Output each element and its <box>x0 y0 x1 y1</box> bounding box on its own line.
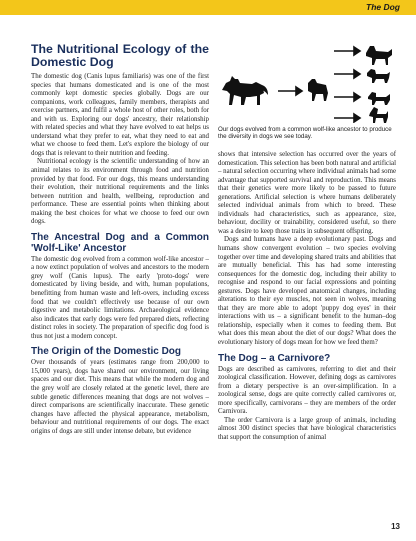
origin-paragraph: Over thousands of years (estimates range from 200,000 to 15,000 years), dogs have shared our environment, our living spaces and our diet. This means that while the modern dog and the grey wolf are closely related at the genetic level, there are subtle genetic differences meaning that dogs are not wolves – direct comparisons are scientifically inaccurate. These genetic changes have affected the physical appearance, metabolism, behaviour and nutritional requirements of our dogs. The exact origins of dogs are still under intense debate, but evidence <box>31 359 209 435</box>
dog-silhouette-icon <box>366 46 392 65</box>
arrow-icon <box>278 87 302 95</box>
figure-caption: Our dogs evolved from a common wolf-like ancestor to produce the diversity in dogs we see today. <box>218 126 392 141</box>
section-heading-ancestral-dog: The Ancestral Dog and a Common 'Wolf-Like' Ancestor <box>31 231 209 254</box>
carnivore-paragraph-2: The order Carnivora is a large group of animals, including almost 300 distinct species that have biological characteristics that support the consumption of animal <box>218 416 396 441</box>
intro-paragraph-1: The domestic dog (Canis lupus familiaris) was one of the first species that humans domesticated and is one of the most commonly kept domestic species globally. Dogs are our companions, work colleagues, family members, therapists and exercise partners, and fulfil a whole host of other roles, both for and with us. Exploring our dogs' ancestry, their relationship with related species and what they have evolved to eat helps us understand what they prefer to eat, what they need to eat and what we choose to feed them. Let's explore the biology of our dogs that is relevant to their nutrition and feeding. <box>31 73 209 157</box>
left-column <box>31 43 209 436</box>
right-column <box>218 151 396 443</box>
section-heading-carnivore: The Dog – a Carnivore? <box>218 352 331 364</box>
section-heading-origin: The Origin of the Domestic Dog <box>31 346 182 358</box>
header-bar <box>0 0 416 15</box>
evolution-figure <box>216 43 398 123</box>
dog-silhouette-icon <box>368 92 390 105</box>
intro-paragraph-2: Nutritional ecology is the scientific understanding of how an animal relates to its environment through food and nutrition provided by that food. For our dogs, this means understanding their evolution, their nutritional requirements and the links between nutrition and health, wellbeing, reproduction and performance. These are essential points when thinking about making the best choices for what we choose to feed our own dogs. <box>31 158 209 226</box>
ancestral-dog-paragraph: The domestic dog evolved from a common wolf-like ancestor – a now extinct population of wolves and ancestors to the modern grey wolf (Canis lupus). The early 'proto-dogs' were domesticated by living beside, and with, human populations, benefitting from human waste and left-overs, including excess food that we couldn't effectively use because of our own digestive and metabolic limitations. Archaeological evidence also indicates that early dogs were fed prepared diets, reflecting distinct roles in society. The preparation of specific dog food is thus not just a modern concept. <box>31 255 209 340</box>
dog-silhouette-icon <box>367 69 390 83</box>
page-number: 13 <box>391 522 400 531</box>
running-head: The Dog <box>366 2 400 12</box>
page-title: The Nutritional Ecology of the Domestic Dog <box>31 42 209 69</box>
right-paragraph-1: shows that intensive selection has occurred over the years of domestication. This selection has been both natural and artificial – natural selection occurring where individual animals had some advantage that supported survival and reproduction. This means that their genetics were more likely to be passed to future generations. Artificial selection is where humans deliberately selected individual animals from which to breed. These individuals had characteristics, such as appearance, size, behaviour, docility or trainability, considered useful, so there was a desire to keep those traits in subsequent offspring. <box>218 151 396 235</box>
right-paragraph-2: Dogs and humans have a deep evolutionary past. Dogs and humans show convergent evolution – two species evolving together over time and developing shared traits and abilities that are mutually beneficial. This has had some interesting consequences for the domestic dog, including their ability to recognise and respond to our facial expressions and pointing gestures. Dogs have developed anatomical changes, including alterations to their eye muscles, not seen in wolves, meaning that they are more able to adopt 'puppy dog eyes' in their interactions with us – a significant benefit to the human–dog relationship, especially when it comes to feeding them. But what does this mean about the diet of our dogs? What does the evolutionary history of dogs mean for how we feed them? <box>218 236 396 347</box>
dog-silhouette-icon <box>308 79 328 101</box>
wolf-silhouette-icon <box>222 76 268 105</box>
evolution-diagram <box>216 43 398 123</box>
dog-silhouette-icon <box>369 107 388 123</box>
carnivore-paragraph-1: Dogs are described as carnivores, referring to diet and their zoological classification. However, defining dogs as carnivores from a dietary perspective is an over-simplification. In a zoological sense, dogs are quite correctly called carnivores or, more specifically, carnivorans – they are members of the order Carnivora. <box>218 365 396 416</box>
arrow-icon <box>334 47 360 122</box>
